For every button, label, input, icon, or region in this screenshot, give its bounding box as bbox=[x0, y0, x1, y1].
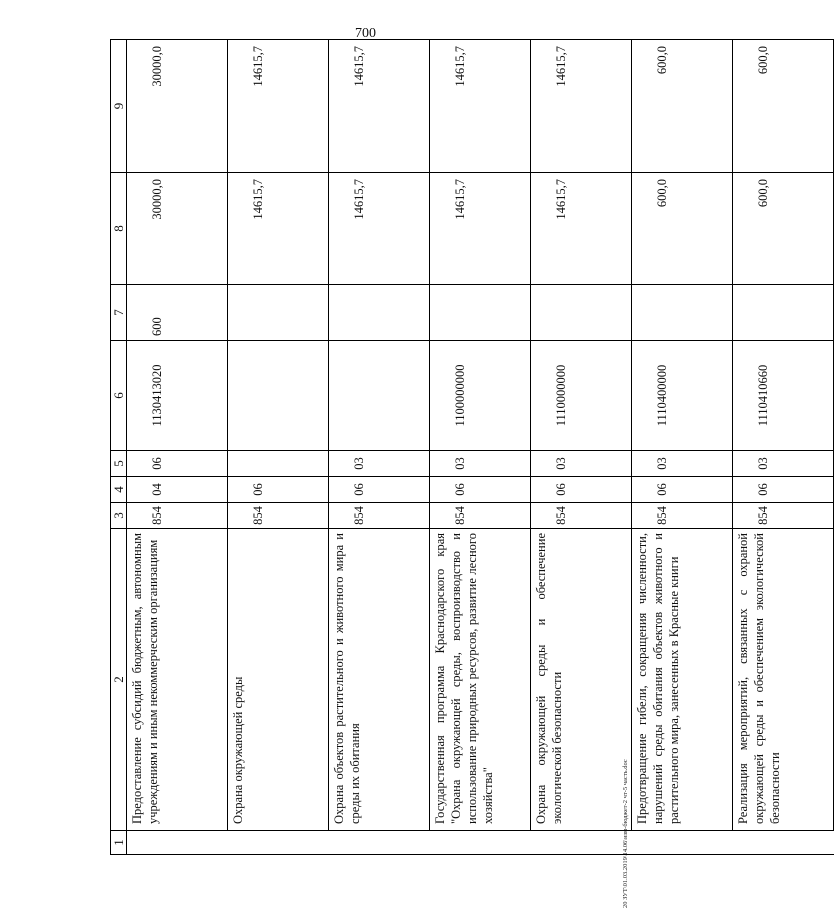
file-path-footer: 20 ЗУТ\01.03.2019\14.06\изм-бюджет-2 чт-5 часть.doc bbox=[622, 759, 629, 908]
cell-col7 bbox=[329, 285, 430, 341]
cell-col5 bbox=[228, 451, 329, 477]
cell-col3: 854 bbox=[733, 503, 834, 529]
cell-col3: 854 bbox=[127, 503, 228, 529]
cell-col8: 30000,0 bbox=[127, 173, 228, 285]
page-number: 700 bbox=[355, 26, 376, 41]
column-header-7: 7 bbox=[111, 285, 127, 341]
cell-col3: 854 bbox=[430, 503, 531, 529]
cell-col3: 854 bbox=[329, 503, 430, 529]
cell-name: Государственная программа Краснодарского края "Охрана окружающей среды, воспроизводство и использование природных ресурсов, развитие лесного хозяйства" bbox=[430, 529, 531, 831]
cell-col9: 600,0 bbox=[632, 40, 733, 173]
column-header-4: 4 bbox=[111, 477, 127, 503]
cell-col4: 04 bbox=[127, 477, 228, 503]
cell-col3: 854 bbox=[632, 503, 733, 529]
cell-col4: 06 bbox=[228, 477, 329, 503]
cell-col5: 03 bbox=[632, 451, 733, 477]
cell-col1 bbox=[127, 831, 228, 855]
column-header-8: 8 bbox=[111, 173, 127, 285]
cell-col7 bbox=[531, 285, 632, 341]
cell-col6 bbox=[228, 341, 329, 451]
cell-col8: 14615,7 bbox=[329, 173, 430, 285]
cell-col1 bbox=[733, 831, 834, 855]
cell-col7 bbox=[228, 285, 329, 341]
cell-name: Предоставление субсидий бюджетным, автономным учреждениям и иным некоммерческим организациям bbox=[127, 529, 228, 831]
cell-col8: 600,0 bbox=[632, 173, 733, 285]
cell-col5: 06 bbox=[127, 451, 228, 477]
table-row bbox=[531, 40, 632, 855]
table-row bbox=[127, 40, 228, 855]
table-row bbox=[228, 40, 329, 855]
cell-col1 bbox=[228, 831, 329, 855]
cell-col6: 1110000000 bbox=[531, 341, 632, 451]
cell-col1 bbox=[430, 831, 531, 855]
table-body bbox=[111, 40, 834, 855]
cell-col4: 06 bbox=[531, 477, 632, 503]
cell-col3: 854 bbox=[531, 503, 632, 529]
cell-col8: 14615,7 bbox=[430, 173, 531, 285]
column-number-row bbox=[111, 40, 127, 855]
table-row bbox=[329, 40, 430, 855]
cell-col4: 06 bbox=[632, 477, 733, 503]
cell-col4: 06 bbox=[733, 477, 834, 503]
cell-col7 bbox=[430, 285, 531, 341]
cell-col1 bbox=[329, 831, 430, 855]
cell-col7 bbox=[632, 285, 733, 341]
cell-col6 bbox=[329, 341, 430, 451]
column-header-1: 1 bbox=[111, 831, 127, 855]
cell-col6: 1130413020 bbox=[127, 341, 228, 451]
cell-col6: 1110410660 bbox=[733, 341, 834, 451]
cell-col8: 14615,7 bbox=[228, 173, 329, 285]
table-row bbox=[733, 40, 834, 855]
cell-col8: 14615,7 bbox=[531, 173, 632, 285]
cell-col9: 14615,7 bbox=[430, 40, 531, 173]
cell-col5: 03 bbox=[329, 451, 430, 477]
cell-name: Реализация мероприятий, связанных с охраной окружающей среды и обеспечением экологической безопасности bbox=[733, 529, 834, 831]
cell-col7: 600 bbox=[127, 285, 228, 341]
cell-name: Охрана окружающей среды и обеспечение экологической безопасности bbox=[531, 529, 632, 831]
cell-col5: 03 bbox=[430, 451, 531, 477]
cell-col1 bbox=[632, 831, 733, 855]
budget-table bbox=[110, 39, 834, 855]
cell-col9: 600,0 bbox=[733, 40, 834, 173]
cell-col5: 03 bbox=[733, 451, 834, 477]
column-header-5: 5 bbox=[111, 451, 127, 477]
cell-col4: 06 bbox=[430, 477, 531, 503]
column-header-9: 9 bbox=[111, 40, 127, 173]
cell-name: Предотвращение гибели, сокращения численности, нарушений среды обитания объектов животного и растительного мира, занесенных в Красные книги bbox=[632, 529, 733, 831]
cell-col9: 14615,7 bbox=[531, 40, 632, 173]
column-header-2: 2 bbox=[111, 529, 127, 831]
cell-col6: 1100000000 bbox=[430, 341, 531, 451]
table-row bbox=[632, 40, 733, 855]
cell-col9: 14615,7 bbox=[329, 40, 430, 173]
cell-name: Охрана объектов растительного и животного мира и среды их обитания bbox=[329, 529, 430, 831]
table-row bbox=[430, 40, 531, 855]
cell-name: Охрана окружающей среды bbox=[228, 529, 329, 831]
cell-col8: 600,0 bbox=[733, 173, 834, 285]
cell-col9: 30000,0 bbox=[127, 40, 228, 173]
column-header-3: 3 bbox=[111, 503, 127, 529]
cell-col6: 1110400000 bbox=[632, 341, 733, 451]
cell-col4: 06 bbox=[329, 477, 430, 503]
cell-col1 bbox=[531, 831, 632, 855]
cell-col9: 14615,7 bbox=[228, 40, 329, 173]
cell-col7 bbox=[733, 285, 834, 341]
column-header-6: 6 bbox=[111, 341, 127, 451]
cell-col3: 854 bbox=[228, 503, 329, 529]
cell-col5: 03 bbox=[531, 451, 632, 477]
